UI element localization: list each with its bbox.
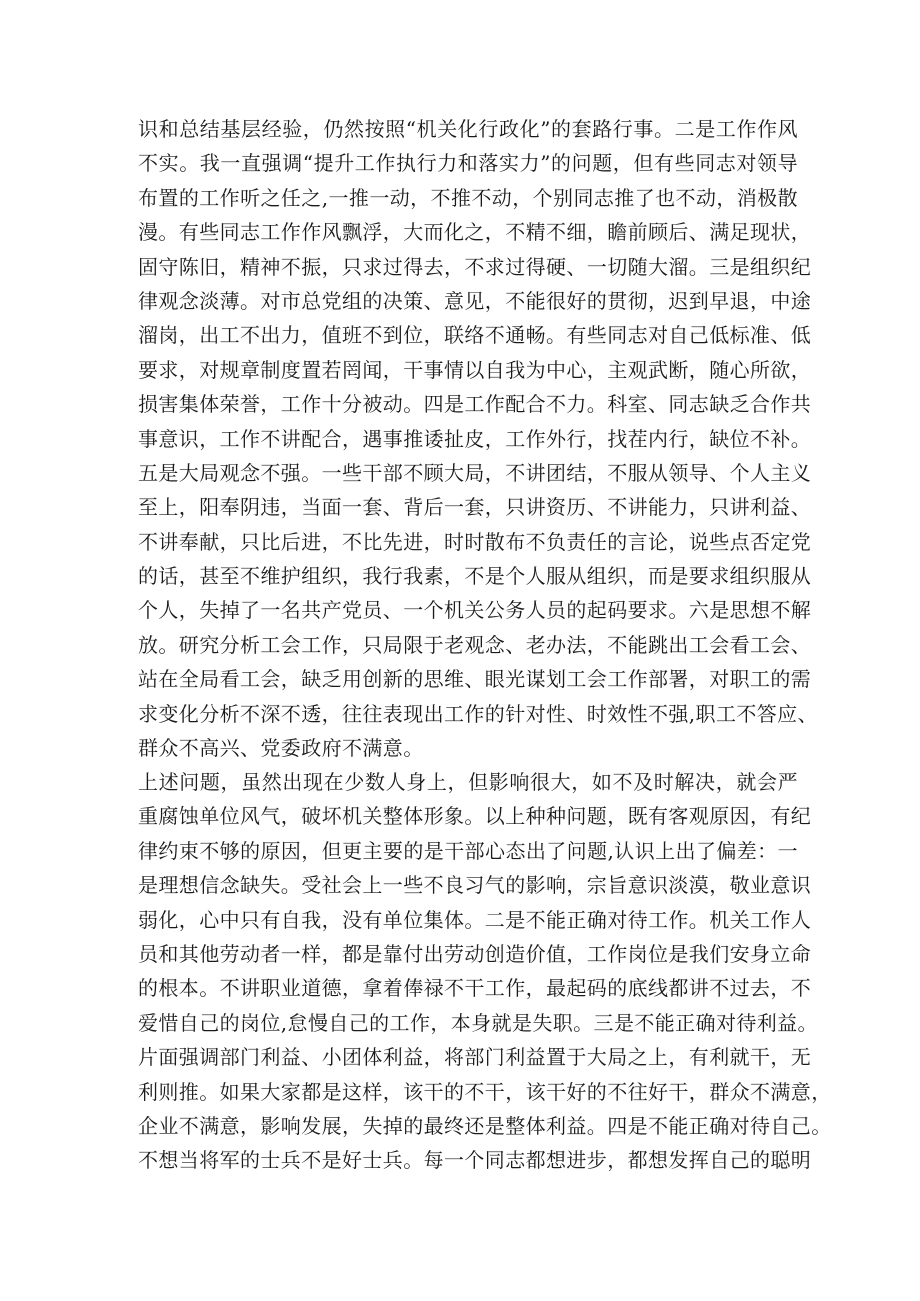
paragraph1-line: 损害集体荣誉，工作十分被动。四是工作配合不力。科室、同志缺乏合作共 (138, 392, 812, 417)
paragraph1-line: 至上，阳奉阴违，当面一套、背后一套，只讲资历、不讲能力，只讲利益、 (138, 495, 812, 520)
paragraph2-line: 爱惜自己的岗位,怠慢自己的工作，本身就是失职。三是不能正确对待利益。 (138, 1010, 818, 1035)
paragraph-causes (138, 765, 832, 1178)
paragraph1-line: 站在全局看工会，缺乏用创新的思维、眼光谋划工会工作部署，对职工的需 (138, 667, 812, 692)
paragraph1-line: 不讲奉献，只比后进，不比先进，时时散布不负责任的言论，说些点否定党 (138, 529, 812, 554)
paragraph1-line: 要求，对规章制度置若罔闻，干事情以自我为中心，主观武断，随心所欲， (138, 357, 812, 382)
paragraph1-line: 五是大局观念不强。一些干部不顾大局，不讲团结，不服从领导、个人主义 (138, 460, 812, 485)
paragraph2-line: 的根本。不讲职业道德，拿着俸禄不干工作，最起码的底线都讲不过去，不 (138, 976, 812, 1001)
paragraph2-line: 片面强调部门利益、小团体利益，将部门利益置于大局之上，有利就干，无 (138, 1045, 812, 1070)
paragraph1-line: 求变化分析不深不透，往往表现出工作的针对性、时效性不强,职工不答应、 (138, 701, 818, 726)
paragraph1-line: 不实。我一直强调“提升工作执行力和落实力”的问题，但有些同志对领导 (138, 151, 798, 176)
paragraph1-line: 布置的工作听之任之,一推一动，不推不动，个别同志推了也不动，消极散 (138, 185, 798, 210)
paragraph1-line: 个人，失掉了一名共产党员、一个机关公务人员的起码要求。六是思想不解 (138, 598, 812, 623)
paragraph2-line: 律约束不够的原因，但更主要的是干部心态出了问题,认识上出了偏差：一 (138, 838, 798, 863)
paragraph1-line: 漫。有些同志工作作风飘浮，大而化之，不精不细，瞻前顾后、满足现状， (138, 220, 812, 245)
paragraph2-line: 不想当将军的士兵不是好士兵。每一个同志都想进步，都想发挥自己的聪明 (138, 1148, 812, 1173)
paragraph2-line: 是理想信念缺失。受社会上一些不良习气的影响，宗旨意识淡漠，敬业意识 (138, 873, 812, 898)
paragraph2-line: 弱化，心中只有自我，没有单位集体。二是不能正确对待工作。机关工作人 (138, 907, 812, 932)
paragraph2-line: 利则推。如果大家都是这样，该干的不干，该干好的不往好干，群众不满意， (138, 1079, 832, 1104)
paragraph1-line: 事意识，工作不讲配合，遇事推诿扯皮，工作外行，找茬内行，缺位不补。 (138, 426, 812, 451)
paragraph1-line: 溜岗，出工不出力，值班不到位，联络不通畅。有些同志对自己低标准、低 (138, 323, 812, 348)
paragraph1-line: 的话，甚至不维护组织，我行我素，不是个人服从组织，而是要求组织服从 (138, 564, 812, 589)
paragraph2-line: 员和其他劳动者一样，都是靠付出劳动创造价值，工作岗位是我们安身立命 (138, 941, 812, 966)
paragraph2-line: 企业不满意，影响发展，失掉的最终还是整体利益。四是不能正确对待自己。 (138, 1113, 832, 1138)
paragraph1-line: 放。研究分析工会工作，只局限于老观念、老办法，不能跳出工会看工会、 (138, 632, 812, 657)
paragraph-problems (138, 112, 818, 765)
paragraph2-line: 上述问题，虽然出现在少数人身上，但影响很大，如不及时解决，就会严 (138, 770, 798, 794)
paragraph1-line: 固守陈旧，精神不振，只求过得去，不求过得硬、一切随大溜。三是组织纪 (138, 254, 812, 279)
paragraph1-line: 识和总结基层经验，仍然按照“机关化行政化”的套路行事。二是工作作风 (138, 117, 798, 141)
paragraph1-line: 群众不高兴、党委政府不满意。 (138, 736, 424, 761)
paragraph2-line: 重腐蚀单位风气，破坏机关整体形象。以上种种问题，既有客观原因，有纪 (138, 804, 812, 829)
paragraph1-line: 律观念淡薄。对市总党组的决策、意见，不能很好的贯彻，迟到早退，中途 (138, 288, 812, 313)
